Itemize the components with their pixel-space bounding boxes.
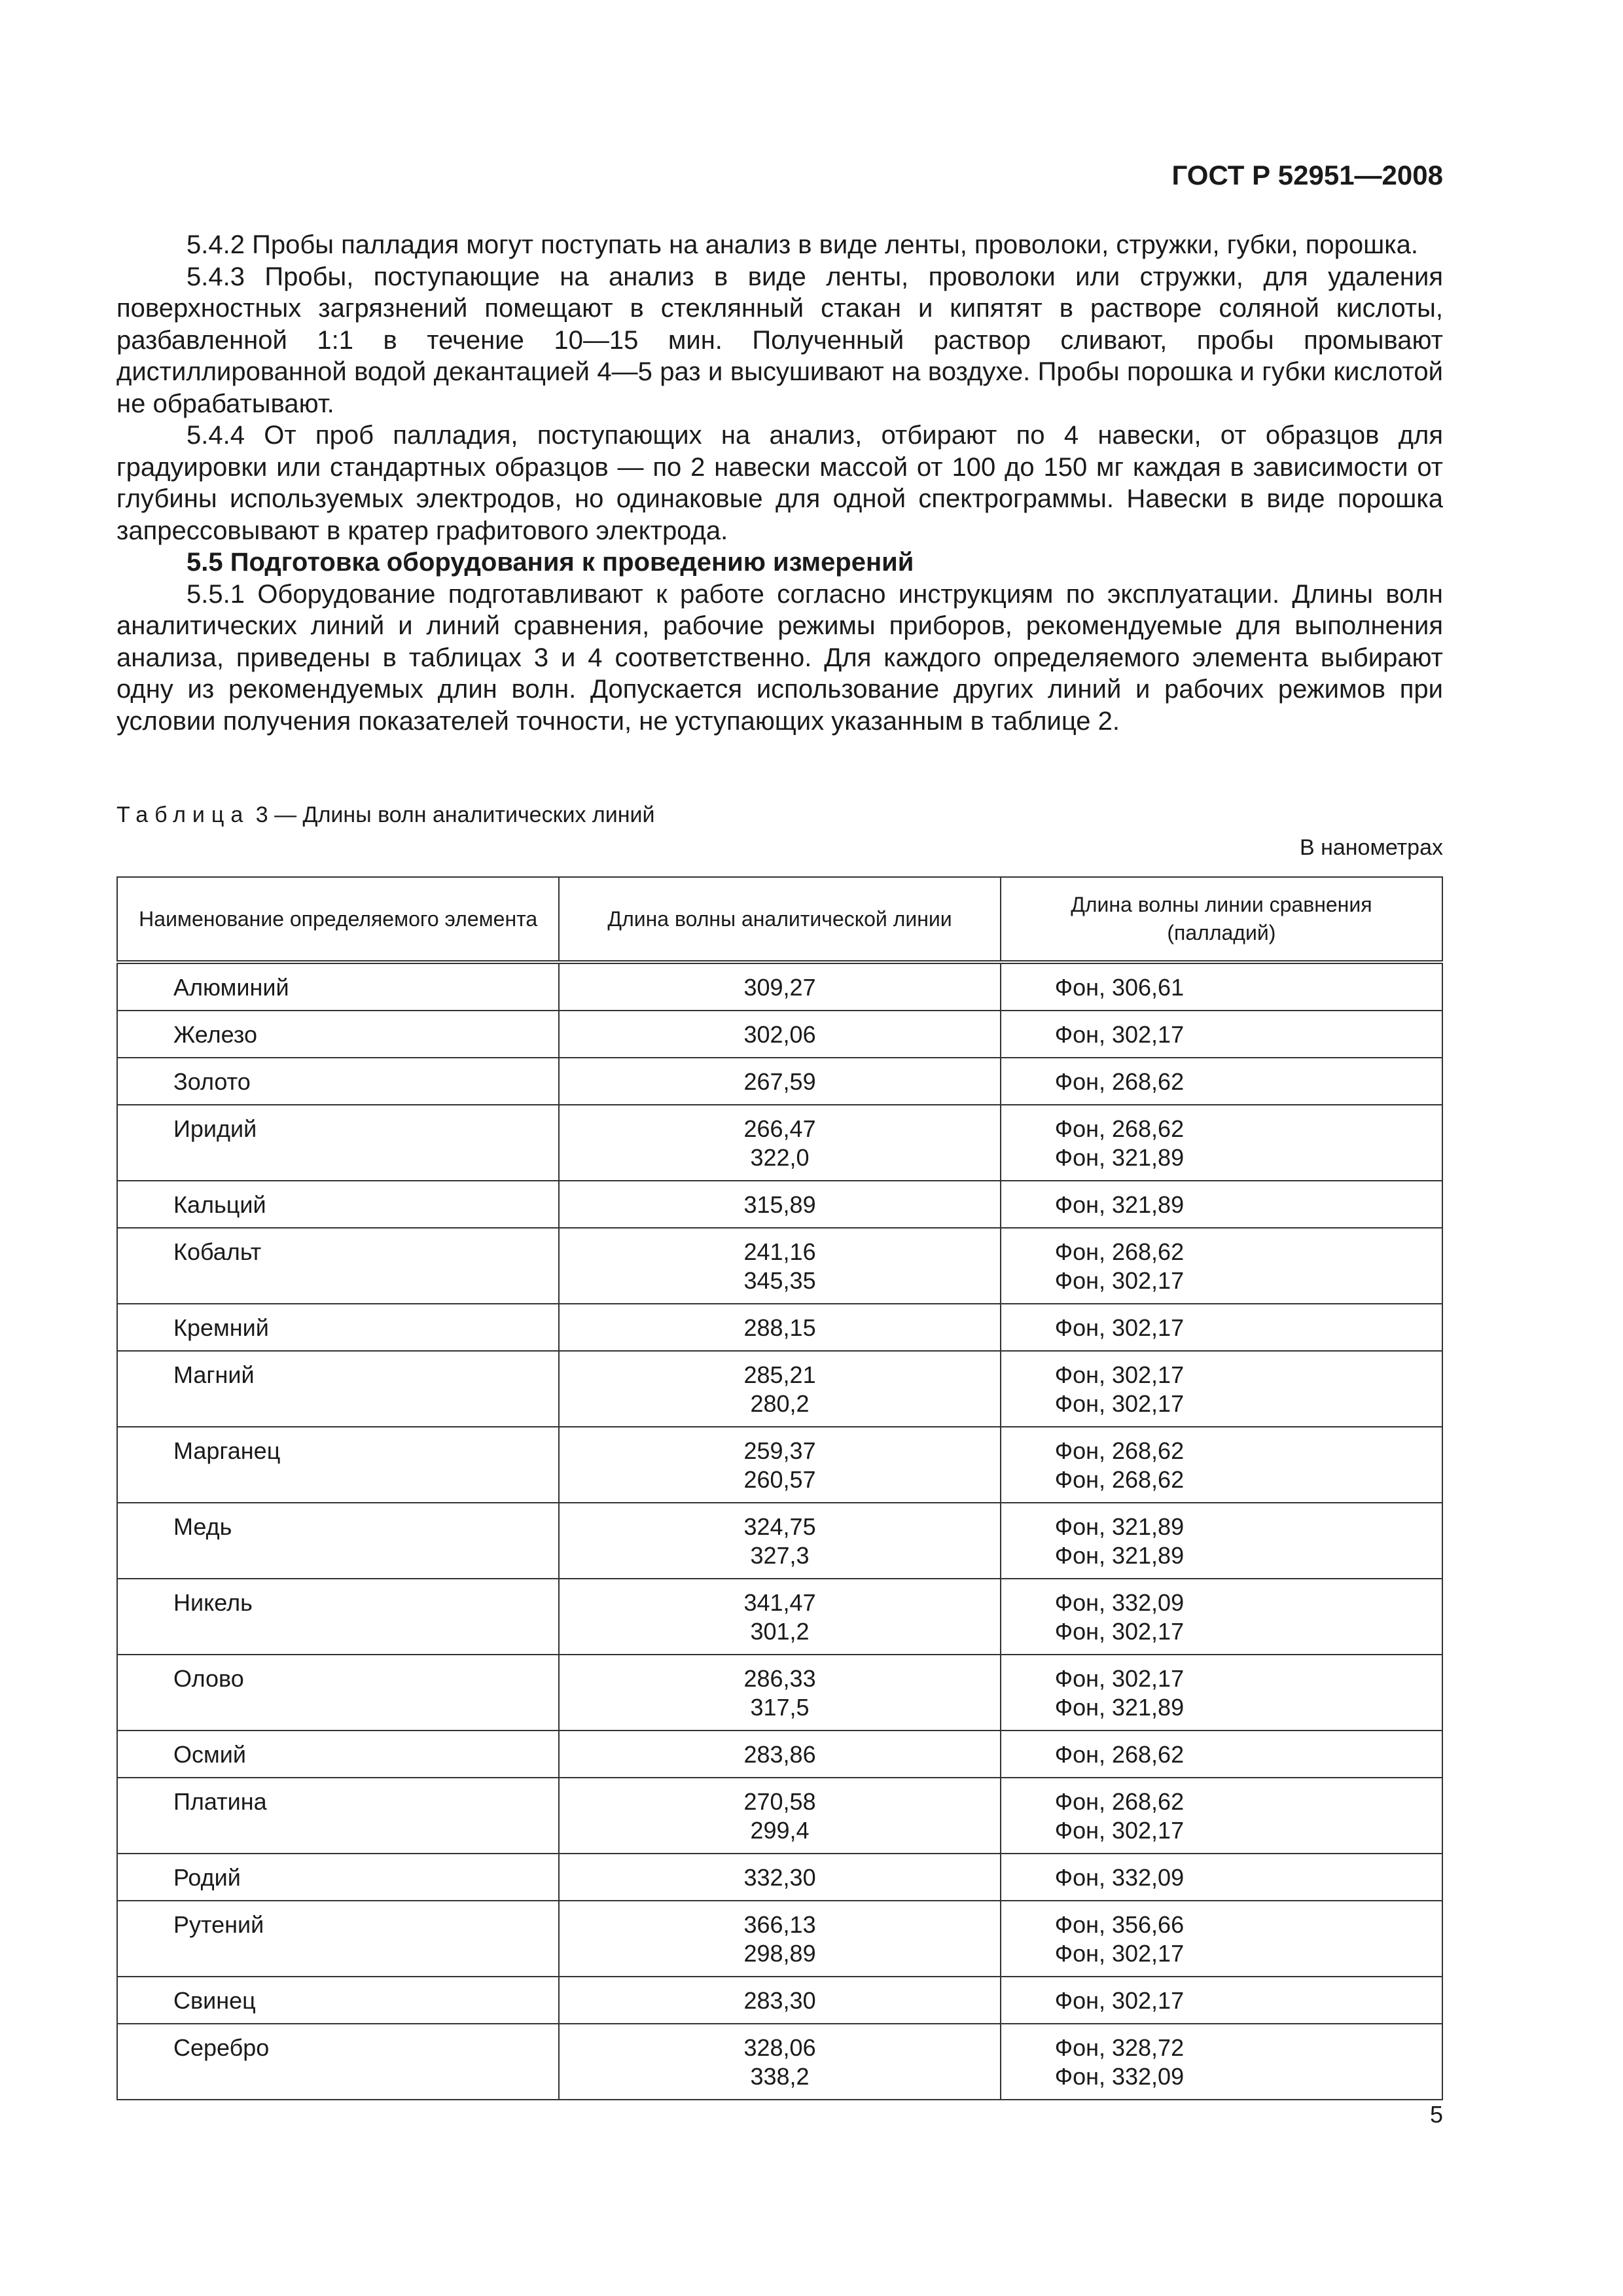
analytical-wavelength: 298,89 <box>743 1940 816 1967</box>
comparison-wavelength: Фон, 268,62 <box>1054 1068 1185 1095</box>
comparison-wavelength: Фон, 302,17 <box>1054 1618 1185 1645</box>
analytical-wavelength: 315,89 <box>743 1191 816 1218</box>
element-name-cell: Свинец <box>117 1977 559 2024</box>
paragraph-5-4-2: 5.4.2 Пробы палладия могут поступать на анализ в виде ленты, проволоки, стружки, губки, порошка. <box>187 230 1418 259</box>
body-text <box>116 229 1443 737</box>
comparison-line-cell <box>1001 1901 1442 1977</box>
analytical-wavelength: 322,0 <box>750 1144 810 1171</box>
comparison-line-cell <box>1001 1579 1442 1655</box>
comparison-wavelength: Фон, 302,17 <box>1054 1021 1185 1048</box>
comparison-wavelength: Фон, 328,72 <box>1054 2034 1185 2061</box>
analytical-wavelength: 309,27 <box>743 974 816 1001</box>
section-heading-5-5: 5.5 Подготовка оборудования к проведению измерений <box>187 548 914 577</box>
element-name-cell: Рутений <box>117 1901 559 1977</box>
table-row <box>117 1058 1442 1105</box>
comparison-wavelength: Фон, 321,89 <box>1054 1191 1185 1218</box>
comparison-line-cell <box>1001 1977 1442 2024</box>
analytical-wavelength: 286,33 <box>743 1665 816 1692</box>
analytical-wavelength: 285,21 <box>743 1361 816 1388</box>
analytical-wavelength: 324,75 <box>743 1513 816 1540</box>
table-row <box>117 1351 1442 1427</box>
comparison-wavelength: Фон, 268,62 <box>1054 1238 1185 1265</box>
comparison-wavelength: Фон, 302,17 <box>1054 1987 1185 2014</box>
element-name-cell: Кремний <box>117 1304 559 1351</box>
analytical-line-cell <box>559 1011 1000 1058</box>
comparison-wavelength: Фон, 302,17 <box>1054 1390 1185 1417</box>
comparison-line-cell <box>1001 1304 1442 1351</box>
comparison-line-cell <box>1001 1351 1442 1427</box>
comparison-wavelength: Фон, 321,89 <box>1054 1144 1185 1171</box>
analytical-wavelength: 288,15 <box>743 1314 816 1341</box>
table-header-row <box>117 877 1442 962</box>
analytical-wavelength: 270,58 <box>743 1788 816 1815</box>
table-row <box>117 1304 1442 1351</box>
comparison-wavelength: Фон, 268,62 <box>1054 1115 1185 1142</box>
header-analytical-line: Длина волны аналитической линии <box>559 877 1000 962</box>
page-number: 5 <box>1429 2101 1443 2128</box>
table-row <box>117 1731 1442 1778</box>
comparison-line-cell <box>1001 1427 1442 1503</box>
table-row <box>117 1427 1442 1503</box>
table-body <box>117 962 1442 2100</box>
paragraph-5-4-4: 5.4.4 От проб палладия, поступающих на анализ, отбирают по 4 навески, от образцов для градуировки или стандартных образцов — по 2 навески массой от 100 до 150 мг каждая в зависимости от глубины используемых электродов, но одинаковые для одной спектрограммы. Навески в виде порошка запрессовывают в кратер графитового электрода. <box>116 421 1443 545</box>
comparison-wavelength: Фон, 321,89 <box>1054 1542 1185 1569</box>
analytical-wavelength: 345,35 <box>743 1267 816 1294</box>
table-caption <box>116 802 655 828</box>
table-row <box>117 1977 1442 2024</box>
table-caption-label: Таблица <box>116 802 250 827</box>
analytical-wavelength: 366,13 <box>743 1911 816 1938</box>
table-caption-title: 3 — Длины волн аналитических линий <box>249 802 655 827</box>
analytical-line-cell <box>559 1105 1000 1181</box>
element-name-cell: Железо <box>117 1011 559 1058</box>
element-name-cell: Никель <box>117 1579 559 1655</box>
analytical-wavelength: 299,4 <box>750 1817 810 1844</box>
analytical-line-cell <box>559 2024 1000 2100</box>
comparison-wavelength: Фон, 302,17 <box>1054 1665 1185 1692</box>
analytical-wavelength: 283,30 <box>743 1987 816 2014</box>
analytical-wavelength: 327,3 <box>750 1542 810 1569</box>
comparison-wavelength: Фон, 356,66 <box>1054 1911 1185 1938</box>
element-name-cell: Платина <box>117 1778 559 1854</box>
analytical-line-cell <box>559 1427 1000 1503</box>
comparison-line-cell <box>1001 1731 1442 1778</box>
analytical-line-cell <box>559 1901 1000 1977</box>
comparison-wavelength: Фон, 321,89 <box>1054 1513 1185 1540</box>
analytical-line-cell <box>559 1579 1000 1655</box>
comparison-wavelength: Фон, 268,62 <box>1054 1741 1185 1768</box>
analytical-wavelength: 328,06 <box>743 2034 816 2061</box>
analytical-line-cell <box>559 962 1000 1011</box>
comparison-wavelength: Фон, 332,09 <box>1054 1864 1185 1891</box>
table-row <box>117 1503 1442 1579</box>
analytical-line-cell <box>559 1181 1000 1228</box>
comparison-line-cell <box>1001 1503 1442 1579</box>
analytical-line-cell <box>559 1854 1000 1901</box>
table-row <box>117 1854 1442 1901</box>
element-name-cell: Олово <box>117 1655 559 1731</box>
comparison-line-cell <box>1001 1228 1442 1304</box>
comparison-wavelength: Фон, 302,17 <box>1054 1940 1185 1967</box>
analytical-line-cell <box>559 1655 1000 1731</box>
table-row <box>117 1579 1442 1655</box>
element-name-cell: Кальций <box>117 1181 559 1228</box>
comparison-wavelength: Фон, 302,17 <box>1054 1314 1185 1341</box>
element-name-cell: Золото <box>117 1058 559 1105</box>
comparison-line-cell <box>1001 1105 1442 1181</box>
analytical-line-cell <box>559 1977 1000 2024</box>
analytical-wavelength: 260,57 <box>743 1466 816 1493</box>
comparison-wavelength: Фон, 268,62 <box>1054 1788 1185 1815</box>
comparison-line-cell <box>1001 1655 1442 1731</box>
table-row <box>117 1778 1442 1854</box>
comparison-line-cell <box>1001 1058 1442 1105</box>
comparison-wavelength: Фон, 332,09 <box>1054 1589 1185 1616</box>
element-name-cell: Серебро <box>117 2024 559 2100</box>
comparison-wavelength: Фон, 302,17 <box>1054 1267 1185 1294</box>
analytical-wavelength: 283,86 <box>743 1741 816 1768</box>
table-unit-note: В нанометрах <box>1299 835 1443 860</box>
analytical-line-cell <box>559 1731 1000 1778</box>
analytical-wavelength: 302,06 <box>743 1021 816 1048</box>
element-name-cell: Иридий <box>117 1105 559 1181</box>
comparison-line-cell <box>1001 962 1442 1011</box>
analytical-line-cell <box>559 1778 1000 1854</box>
analytical-line-cell <box>559 1503 1000 1579</box>
analytical-wavelength: 241,16 <box>743 1238 816 1265</box>
comparison-line-cell <box>1001 1778 1442 1854</box>
comparison-line-cell <box>1001 1854 1442 1901</box>
comparison-wavelength: Фон, 302,17 <box>1054 1361 1185 1388</box>
analytical-line-cell <box>559 1351 1000 1427</box>
analytical-wavelength: 341,47 <box>743 1589 816 1616</box>
table-row <box>117 1655 1442 1731</box>
element-name-cell: Медь <box>117 1503 559 1579</box>
table-row <box>117 1011 1442 1058</box>
paragraph-5-4-3: 5.4.3 Пробы, поступающие на анализ в виде ленты, проволоки или стружки, для удаления поверхностных загрязнений помещают в стеклянный стакан и кипятят в растворе соляной кислоты, разбавленной 1:1 в течение 10—15 мин. Полученный раствор сливают, пробы промывают дистиллированной водой декантацией 4—5 раз и высушивают на воздухе. Пробы порошка и губки кислотой не обрабатывают. <box>116 262 1443 418</box>
analytical-line-cell <box>559 1304 1000 1351</box>
element-name-cell: Кобальт <box>117 1228 559 1304</box>
analytical-line-cell <box>559 1058 1000 1105</box>
document-code-header: ГОСТ Р 52951—2008 <box>1171 160 1443 190</box>
element-name-cell: Родий <box>117 1854 559 1901</box>
comparison-line-cell <box>1001 1011 1442 1058</box>
element-name-cell: Марганец <box>117 1427 559 1503</box>
analytical-wavelength: 338,2 <box>750 2063 810 2090</box>
wavelength-table <box>116 876 1443 2100</box>
analytical-wavelength: 280,2 <box>750 1390 810 1417</box>
analytical-wavelength: 332,30 <box>743 1864 816 1891</box>
analytical-wavelength: 266,47 <box>743 1115 816 1142</box>
paragraph-5-5-1: 5.5.1 Оборудование подготавливают к работе согласно инструкциям по эксплуатации. Длины волн аналитических линий и линий сравнения, рабочие режимы приборов, рекомендуемые для выполнения анализа, приведены в таблицах 3 и 4 соответственно. Для каждого определяемого элемента выбирают одну из рекомендуемых длин волн. Допускается использование других линий и рабочих режимов при условии получения показателей точности, не уступающих указанным в таблице 2. <box>116 579 1443 736</box>
analytical-line-cell <box>559 1228 1000 1304</box>
analytical-wavelength: 301,2 <box>750 1618 810 1645</box>
comparison-wavelength: Фон, 268,62 <box>1054 1466 1185 1493</box>
table-row <box>117 962 1442 1011</box>
comparison-line-cell <box>1001 2024 1442 2100</box>
comparison-wavelength: Фон, 268,62 <box>1054 1437 1185 1464</box>
analytical-wavelength: 267,59 <box>743 1068 816 1095</box>
comparison-wavelength: Фон, 321,89 <box>1054 1694 1185 1721</box>
analytical-wavelength: 259,37 <box>743 1437 816 1464</box>
element-name-cell: Магний <box>117 1351 559 1427</box>
header-comparison-line: Длина волны линии сравнения (палладий) <box>1001 877 1442 962</box>
table-row <box>117 1181 1442 1228</box>
analytical-wavelength: 317,5 <box>750 1694 810 1721</box>
comparison-wavelength: Фон, 332,09 <box>1054 2063 1185 2090</box>
element-name-cell: Алюминий <box>117 962 559 1011</box>
comparison-wavelength: Фон, 302,17 <box>1054 1817 1185 1844</box>
comparison-wavelength: Фон, 306,61 <box>1054 974 1185 1001</box>
table-row <box>117 1228 1442 1304</box>
table-row <box>117 2024 1442 2100</box>
header-element: Наименование определяемого элемента <box>117 877 559 962</box>
table-row <box>117 1901 1442 1977</box>
comparison-line-cell <box>1001 1181 1442 1228</box>
element-name-cell: Осмий <box>117 1731 559 1778</box>
table-row <box>117 1105 1442 1181</box>
